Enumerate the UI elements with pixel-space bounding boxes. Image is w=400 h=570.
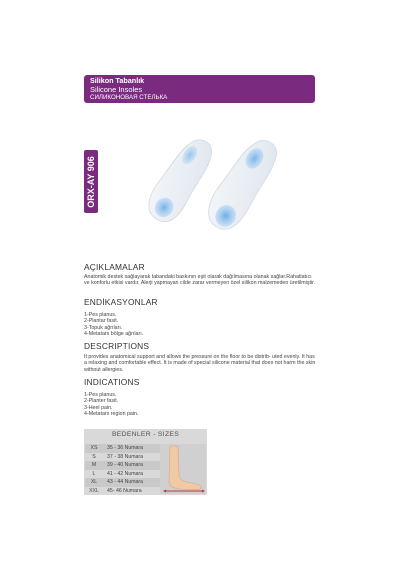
table-row [85,470,165,479]
table-row [85,487,165,496]
list-item: 1-Pes planus. [84,312,117,318]
table-row [85,444,165,453]
endikasyonlar-list [84,312,143,338]
size-label: L [92,470,96,477]
list-item: 2-Planter fasit. [84,398,119,405]
list-item: 1-Pes planus. [84,392,117,398]
left-insole [141,132,219,228]
size-range: 35 - 36 Numara [103,444,165,453]
table-row [85,461,165,470]
size-label: M [85,461,103,470]
size-range: 37 - 38 Numara [107,453,144,460]
indications-heading: INDICATIONS [84,377,140,387]
size-table [85,444,165,495]
descriptions-text: It provides anatomical support and allows the pressure on the floor to be distrib- uted evenly. It has a relaxing and comfortable effect. It is made of special silicone material that does not harm the skin without allergies. [84,354,316,373]
table-row [85,453,165,462]
list-item: 4-Metatars region pain. [84,411,139,418]
list-item: 4-Metatars bölge ağrıları. [84,331,144,338]
size-label: XXL [89,487,99,494]
size-range: 41 - 42 Numara [107,470,144,477]
indications-list [84,392,138,418]
title-english: Silicone Insoles [90,84,143,94]
size-label: XL [85,478,103,487]
insoles-image [130,130,300,240]
size-label: XS [85,444,103,453]
title-turkish: Silikon Tabanlık [90,76,145,85]
product-code: ORX-AY 906 [86,155,96,208]
list-item: 3-Topuk ağrıları. [84,324,123,331]
table-row [85,478,165,487]
product-title-banner [84,75,315,103]
size-range: 43 - 44 Numara [103,478,165,487]
aciklamalar-text: Anatomik destek sağlayarak tabandaki baskının eşit olarak dağılmasına olanak sağlar.Rahatlatıcı ve konforlu etkisi vardır. Alerji yapmayan cilde zarar vermeyen özel silikon malzemeden üretilmiştir. [84,274,316,287]
list-item: 2-Plantar fasit. [84,318,119,325]
aciklamalar-heading: AÇIKLAMALAR [84,262,145,272]
size-chart-title: BEDENLER - SIZES [111,431,180,438]
product-code-tab [84,150,98,213]
size-label: S [92,453,96,460]
title-russian: СИЛИКОНОВАЯ СТЕЛЬКА [90,94,168,101]
size-range: 45- 46 Numara [107,487,142,494]
right-insole [200,132,284,236]
foot-measure-icon [160,444,206,494]
endikasyonlar-heading: ENDİKASYONLAR [84,297,158,307]
size-range: 39 - 40 Numara [103,461,165,470]
descriptions-heading: DESCRIPTIONS [84,341,150,351]
list-item: 3-Heel pain. [84,404,113,411]
